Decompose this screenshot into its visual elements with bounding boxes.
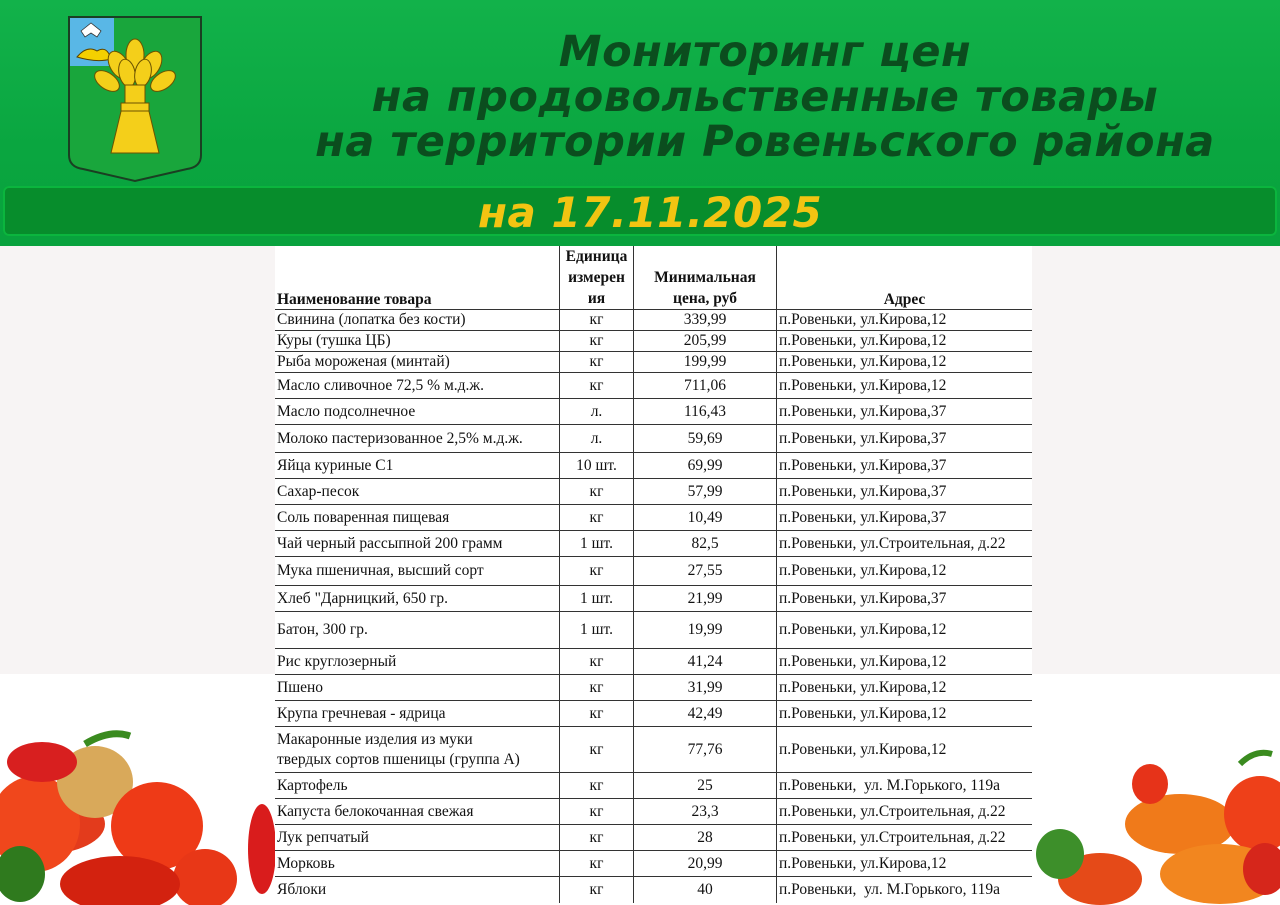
title-line-2: на продовольственные товары [371, 72, 1159, 122]
product-name-cell: Крупа гречневая - ядрица [275, 701, 560, 727]
table-body [275, 310, 1032, 903]
page-title [260, 27, 1270, 167]
column-header-price-line: цена, руб [673, 290, 737, 307]
price-cell: 27,55 [634, 557, 777, 586]
address-cell: п.Ровеньки, ул.Кирова,37 [777, 479, 1033, 505]
unit-cell: кг [560, 649, 634, 675]
unit-cell: 1 шт. [560, 612, 634, 649]
unit-cell: кг [560, 331, 634, 352]
unit-cell: л. [560, 399, 634, 425]
unit-cell: кг [560, 701, 634, 727]
unit-cell: 1 шт. [560, 586, 634, 612]
table-row [275, 399, 1032, 425]
address-cell: п.Ровеньки, ул.Кирова,12 [777, 675, 1033, 701]
address-cell: п.Ровеньки, ул.Строительная, д.22 [777, 825, 1033, 851]
table-row [275, 649, 1032, 675]
table-row [275, 352, 1032, 373]
unit-cell: кг [560, 773, 634, 799]
product-name-cell: Капуста белокочанная свежая [275, 799, 560, 825]
unit-cell: 1 шт. [560, 531, 634, 557]
product-name-cell: Яблоки [275, 877, 560, 903]
price-table [275, 246, 1032, 903]
address-cell: п.Ровеньки, ул.Кирова,37 [777, 399, 1033, 425]
table-row [275, 877, 1032, 903]
price-cell: 205,99 [634, 331, 777, 352]
column-header-unit-line: Единица [565, 248, 628, 265]
price-cell: 20,99 [634, 851, 777, 877]
unit-cell: кг [560, 799, 634, 825]
product-name-line: твердых сортов пшеницы (группа А) [277, 750, 520, 768]
product-name-cell: Масло подсолнечное [275, 399, 560, 425]
table-row [275, 531, 1032, 557]
price-cell: 23,3 [634, 799, 777, 825]
product-name-cell: Лук репчатый [275, 825, 560, 851]
price-cell: 25 [634, 773, 777, 799]
product-name-cell: Яйца куриные С1 [275, 453, 560, 479]
product-name-cell: Хлеб "Дарницкий, 650 гр. [275, 586, 560, 612]
address-cell: п.Ровеньки, ул. М.Горького, 119а [777, 877, 1033, 903]
table-row [275, 773, 1032, 799]
price-cell: 116,43 [634, 399, 777, 425]
column-header-price [634, 246, 777, 310]
address-cell: п.Ровеньки, ул.Кирова,12 [777, 851, 1033, 877]
address-cell: п.Ровеньки, ул.Кирова,12 [777, 557, 1033, 586]
column-header-price-line: Минимальная [654, 269, 756, 286]
price-cell: 57,99 [634, 479, 777, 505]
product-name-line: Макаронные изделия из муки [277, 730, 473, 748]
unit-cell: кг [560, 310, 634, 331]
unit-cell: кг [560, 825, 634, 851]
table-row [275, 557, 1032, 586]
address-cell: п.Ровеньки, ул.Кирова,12 [777, 727, 1033, 773]
product-name-cell: Масло сливочное 72,5 % м.д.ж. [275, 373, 560, 399]
table-row [275, 373, 1032, 399]
address-cell: п.Ровеньки, ул.Строительная, д.22 [777, 531, 1033, 557]
column-header-unit-line: измерен [568, 269, 625, 286]
unit-cell: кг [560, 557, 634, 586]
price-cell: 69,99 [634, 453, 777, 479]
product-name-cell: Чай черный рассыпной 200 грамм [275, 531, 560, 557]
unit-cell: кг [560, 352, 634, 373]
price-cell: 199,99 [634, 352, 777, 373]
date-label: на 17.11.2025 [478, 188, 823, 237]
column-header-unit [560, 246, 634, 310]
product-name-cell: Рыба мороженая (минтай) [275, 352, 560, 373]
product-name-cell: Сахар-песок [275, 479, 560, 505]
price-cell: 59,69 [634, 425, 777, 453]
table-row [275, 331, 1032, 352]
title-line-1: Мониторинг цен [558, 27, 972, 77]
price-table-container [275, 246, 1032, 905]
address-cell: п.Ровеньки, ул.Кирова,12 [777, 352, 1033, 373]
table-row [275, 479, 1032, 505]
product-name-cell: Картофель [275, 773, 560, 799]
price-cell: 339,99 [634, 310, 777, 331]
price-cell: 42,49 [634, 701, 777, 727]
address-cell: п.Ровеньки, ул.Кирова,37 [777, 505, 1033, 531]
price-cell: 711,06 [634, 373, 777, 399]
title-line-3: на территории Ровеньского района [315, 117, 1215, 167]
unit-cell: кг [560, 505, 634, 531]
unit-cell: кг [560, 479, 634, 505]
unit-cell: л. [560, 425, 634, 453]
column-header-unit-line: ия [587, 290, 606, 307]
unit-cell: кг [560, 727, 634, 773]
column-header-name: Наименование товара [275, 246, 560, 310]
unit-cell: 10 шт. [560, 453, 634, 479]
product-name-cell: Пшено [275, 675, 560, 701]
address-cell: п.Ровеньки, ул.Строительная, д.22 [777, 799, 1033, 825]
price-cell: 28 [634, 825, 777, 851]
table-row [275, 425, 1032, 453]
product-name-cell: Рис круглозерный [275, 649, 560, 675]
address-cell: п.Ровеньки, ул.Кирова,37 [777, 425, 1033, 453]
table-row [275, 586, 1032, 612]
product-name-cell: Батон, 300 гр. [275, 612, 560, 649]
product-name-cell: Свинина (лопатка без кости) [275, 310, 560, 331]
price-cell: 19,99 [634, 612, 777, 649]
price-cell: 21,99 [634, 586, 777, 612]
price-cell: 10,49 [634, 505, 777, 531]
column-header-address: Адрес [883, 291, 926, 308]
table-row [275, 799, 1032, 825]
product-name-cell: Соль поваренная пищевая [275, 505, 560, 531]
table-row [275, 453, 1032, 479]
address-cell: п.Ровеньки, ул.Кирова,12 [777, 373, 1033, 399]
product-name-cell: Мука пшеничная, высший сорт [275, 557, 560, 586]
unit-cell: кг [560, 373, 634, 399]
price-cell: 31,99 [634, 675, 777, 701]
price-cell: 82,5 [634, 531, 777, 557]
address-cell: п.Ровеньки, ул. М.Горького, 119а [777, 773, 1033, 799]
product-name-cell [275, 727, 560, 773]
price-cell: 40 [634, 877, 777, 903]
address-cell: п.Ровеньки, ул.Кирова,12 [777, 612, 1033, 649]
address-cell: п.Ровеньки, ул.Кирова,12 [777, 701, 1033, 727]
product-name-cell: Морковь [275, 851, 560, 877]
table-row [275, 825, 1032, 851]
address-cell: п.Ровеньки, ул.Кирова,37 [777, 586, 1033, 612]
price-cell: 41,24 [634, 649, 777, 675]
price-cell: 77,76 [634, 727, 777, 773]
unit-cell: кг [560, 851, 634, 877]
table-row [275, 505, 1032, 531]
address-cell: п.Ровеньки, ул.Кирова,12 [777, 310, 1033, 331]
table-row [275, 727, 1032, 773]
table-row [275, 851, 1032, 877]
table-row [275, 310, 1032, 331]
address-cell: п.Ровеньки, ул.Кирова,12 [777, 331, 1033, 352]
table-row [275, 701, 1032, 727]
product-name-cell: Куры (тушка ЦБ) [275, 331, 560, 352]
address-cell: п.Ровеньки, ул.Кирова,12 [777, 649, 1033, 675]
unit-cell: кг [560, 877, 634, 903]
product-name-cell: Молоко пастеризованное 2,5% м.д.ж. [275, 425, 560, 453]
table-row [275, 675, 1032, 701]
coat-of-arms-icon [67, 15, 203, 183]
table-row [275, 612, 1032, 649]
unit-cell: кг [560, 675, 634, 701]
address-cell: п.Ровеньки, ул.Кирова,37 [777, 453, 1033, 479]
